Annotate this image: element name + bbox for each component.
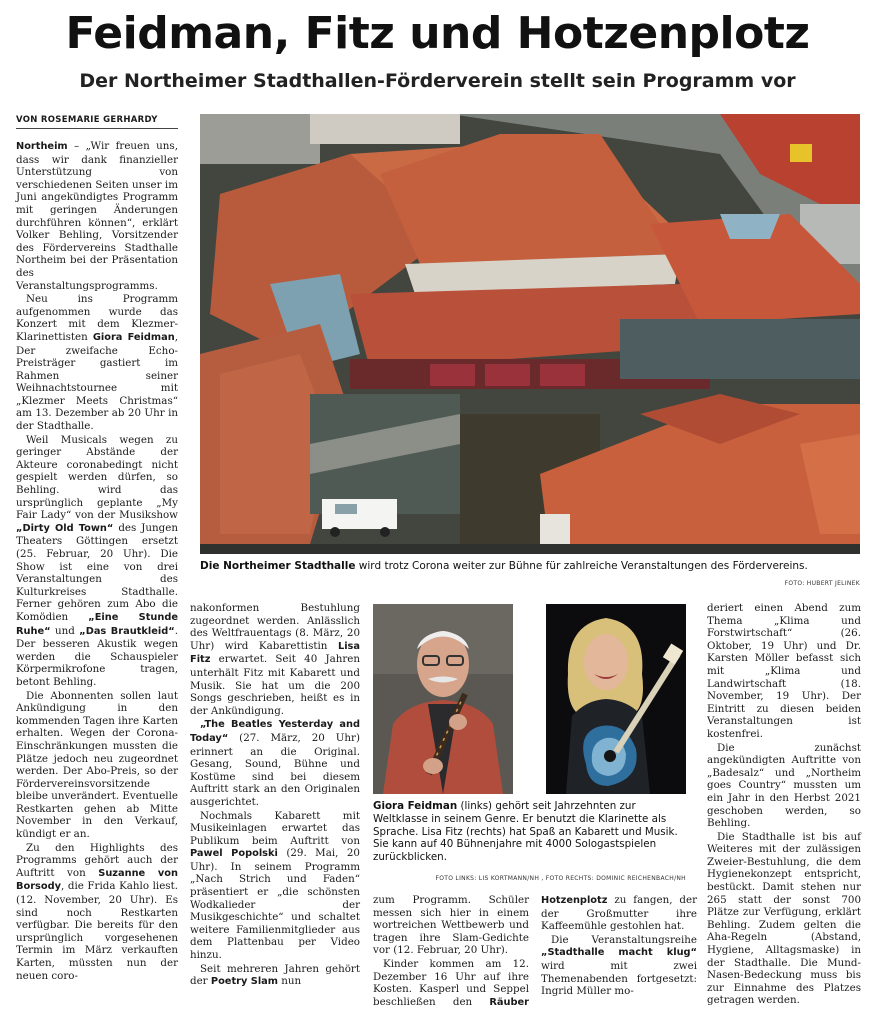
- paragraph: Seit mehreren Jahren gehört der Poetry Slam nun: [190, 962, 360, 988]
- subheadline: Der Northeimer Stadthallen-Förderverein stellt sein Programm vor: [79, 70, 796, 92]
- paragraph: Die Abonnenten sollen laut Ankündigung in den kommenden Tagen ihre Karten erhalten. Wegen der Corona-Einschränkungen mussten die Plätze jedoch neu zugeordnet werden. Der Abo-Preis, so der Fördervereinsvorsitzende bleibe unverändert. Eventuelle Restkarten gehen ab Mitte November in den Verkauf, kündigt er an.: [16, 689, 178, 841]
- paragraph: „The Beatles Yesterday and Today“ (27. März, 20 Uhr) erinnert an die Original. Gesang, Sound, Bühne und Kostüme sind bei diesem Auftritt stark an den Originalen ausgerichtet.: [190, 719, 360, 808]
- paragraph: Kinder kommen am 12. Dezember 16 Uhr auf ihre Kosten. Kasperl und Seppel beschließen den Räuber Hotzenplotz zu fangen, der der Großmutter ihre Kaffeemühle gestohlen hat.: [373, 894, 697, 1008]
- stadthalle-illustration: [200, 114, 860, 554]
- article-column-2: [190, 602, 360, 990]
- article-column-1: [16, 140, 178, 983]
- paragraph: deriert einen Abend zum Thema „Klima und Forstwirtschaft“ (26. Oktober, 19 Uhr) und Dr. Karsten Möller befasst sich mit „Klima und Landwirtschaft (18. November, 19 Uhr). Der Eintritt zu diesen beiden Veranstaltungen ist kostenfrei.: [707, 602, 861, 740]
- paragraph: zum Programm. Schüler messen sich hier in einem wortreichen Wettbewerb und tragen ihre Slam-Gedichte vor (12. Februar, 20 Uhr).: [373, 894, 529, 957]
- main-photo-credit: FOTO: HUBERT JELINEK: [784, 580, 860, 587]
- article-column-3: [373, 894, 697, 1009]
- paragraph: Die Veranstaltungsreihe „Stadthalle macht klug“ wird mit zwei Themenabenden fortgesetzt: Ingrid Müller mo-: [541, 933, 697, 998]
- headline: Feidman, Fitz und Hotzenplotz: [65, 8, 810, 59]
- portraits-caption: Giora Feidman (links) gehört seit Jahrzehnten zur Weltklasse in seinem Genre. Er benutzt die Klarinette als Sprache. Lisa Fitz (rechts) hat Spaß an Kabarett und Musik. Sie kann auf 40 Bühnenjahre mit 4000 Sologastspielen zurückblicken.: [373, 800, 678, 864]
- feidman-illustration: [373, 604, 513, 794]
- fitz-illustration: [546, 604, 686, 794]
- paragraph: Die zunächst angekündigten Auftritte von „Badesalz“ und „Northeim goes Country“ mussten um ein Jahr in den Herbst 2021 geschoben werden, so Behling.: [707, 741, 861, 830]
- paragraph: Zu den Highlights des Programms gehört auch der Auftritt von Suzanne von Borsody, die Frida Kahlo liest. (12. November, 20 Uhr). Es sind noch Restkarten verfügbar. Die bereits für den ursprünglich vorgesehenen Termin im März verkauften Karten, müssten nun der neuen coro-: [16, 841, 178, 982]
- paragraph: Neu ins Programm aufgenommen wurde das Konzert mit dem Klezmer-Klarinettisten Giora Feidman, Der zweifache Echo-Preisträger gastiert im Rahmen seiner Weihnachtstournee mit „Klezmer Meets Christmas“ am 13. Dezember ab 20 Uhr in der Stadthalle.: [16, 293, 178, 433]
- paragraph: Northeim – „Wir freuen uns, dass wir dank finanzieller Unterstützung von verschiedenen Seiten unser im Juni angekündigtes Programm mit geringen Änderungen durchführen können“, erklärt Volker Behling, Vorsitzender des Fördervereins Stadthalle Northeim bei der Präsentation des Veranstaltungsprogramms.: [16, 140, 178, 292]
- byline: VON ROSEMARIE GERHARDY: [16, 115, 178, 129]
- paragraph: Weil Musicals wegen zu geringer Abstände der Akteure coronabedingt nicht gespielt werden dürfen, so Behling. wird das ursprünglich geplante „My Fair Lady“ von der Musikshow „Dirty Old Town“ des Jungen Theaters Göttingen ersetzt (25. Februar, 20 Uhr). Die Show ist eine von drei Veranstaltungen des Kulturkreises Stadthalle. Ferner gehören zum Abo die Komödien „Eine Stunde Ruhe“ und „Das Brautkleid“. Der besseren Akustik wegen werden die Schauspieler Körpermikrofone tragen, betont Behling.: [16, 433, 178, 688]
- giora-feidman-photo: [373, 604, 513, 794]
- lisa-fitz-photo: [546, 604, 686, 794]
- article-column-4: [707, 602, 861, 1008]
- paragraph: nakonformen Bestuhlung zugeordnet werden. Anlässlich des Weltfrauentags (8. März, 20 Uhr) wird Kabarettistin Lisa Fitz erwartet. Seit 40 Jahren unterhält Fitz mit Kabarett und Musik. Sie hat um die 200 Songs geschrieben, heißt es in der Ankündigung.: [190, 602, 360, 717]
- portraits-credit: FOTO LINKS: LIS KORTMANN/NH , FOTO RECHTS: DOMINIC REICHENBACH/NH: [435, 875, 686, 882]
- main-photo-caption: Die Northeimer Stadthalle wird trotz Corona weiter zur Bühne für zahlreiche Veranstaltungen des Fördervereins.: [200, 560, 808, 572]
- paragraph: Die Stadthalle ist bis auf Weiteres mit der zulässigen Zweier-Bestuhlung, die dem Hygienekonzept entspricht, bestückt. Damit stehen nur 265 statt der sonst 700 Plätze zur Verfügung, erklärt Behling. Zudem gelten die Aha-Regeln (Abstand, Hygiene, Alltagsmaske) in der Stadthalle. Die Mund-Nasen-Bedeckung muss bis zur Einnahme des Platzes getragen werden.: [707, 830, 861, 1007]
- stadthalle-aerial-photo: [200, 114, 860, 554]
- paragraph: Nochmals Kabarett mit Musikeinlagen erwartet das Publikum beim Auftritt von Pawel Popolski (29. Mai, 20 Uhr). In seinem Programm „Nach Strich und Faden“ präsentiert er „die schönsten Wodkalieder der Musikgeschichte“ und schaltet weitere Familienmitglieder aus dem Plattenbau per Video hinzu.: [190, 809, 360, 962]
